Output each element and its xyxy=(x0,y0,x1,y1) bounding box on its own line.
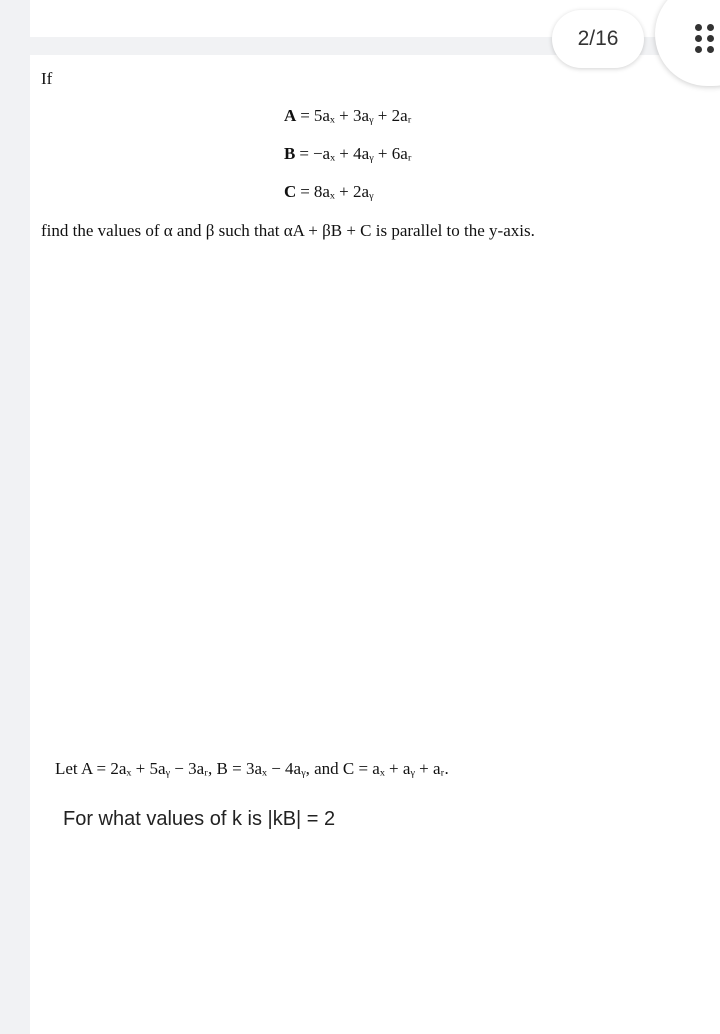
equation-b: B = −aₓ + 4aᵧ + 6aᵣ xyxy=(284,144,412,163)
equation-a-lhs: A xyxy=(284,106,297,125)
equation-a: A = 5aₓ + 3aᵧ + 2aᵣ xyxy=(284,106,412,125)
document-page xyxy=(30,55,720,1034)
equation-c-rhs: 8aₓ + 2aᵧ xyxy=(313,182,374,201)
problem1-intro: If xyxy=(41,69,53,88)
problem2-question: For what values of k is |kB| = 2 xyxy=(63,808,336,830)
equation-b-rhs: −aₓ + 4aᵧ + 6aᵣ xyxy=(312,144,412,163)
equation-a-rhs: 5aₓ + 3aᵧ + 2aᵣ xyxy=(313,106,412,125)
more-vert-icon xyxy=(695,24,719,60)
left-gutter xyxy=(0,0,30,1034)
equation-c: C = 8aₓ + 2aᵧ xyxy=(284,182,374,201)
page-counter: 2/16 xyxy=(552,10,644,68)
equation-c-lhs: C xyxy=(284,182,297,201)
problem1-question: find the values of α and β such that αA + βB + C is parallel to the y-axis. xyxy=(41,221,535,240)
equation-b-lhs: B xyxy=(284,144,296,163)
problem2-statement: Let A = 2aₓ + 5aᵧ − 3aᵣ, B = 3aₓ − 4aᵧ, and C = aₓ + aᵧ + aᵣ. xyxy=(55,759,449,778)
